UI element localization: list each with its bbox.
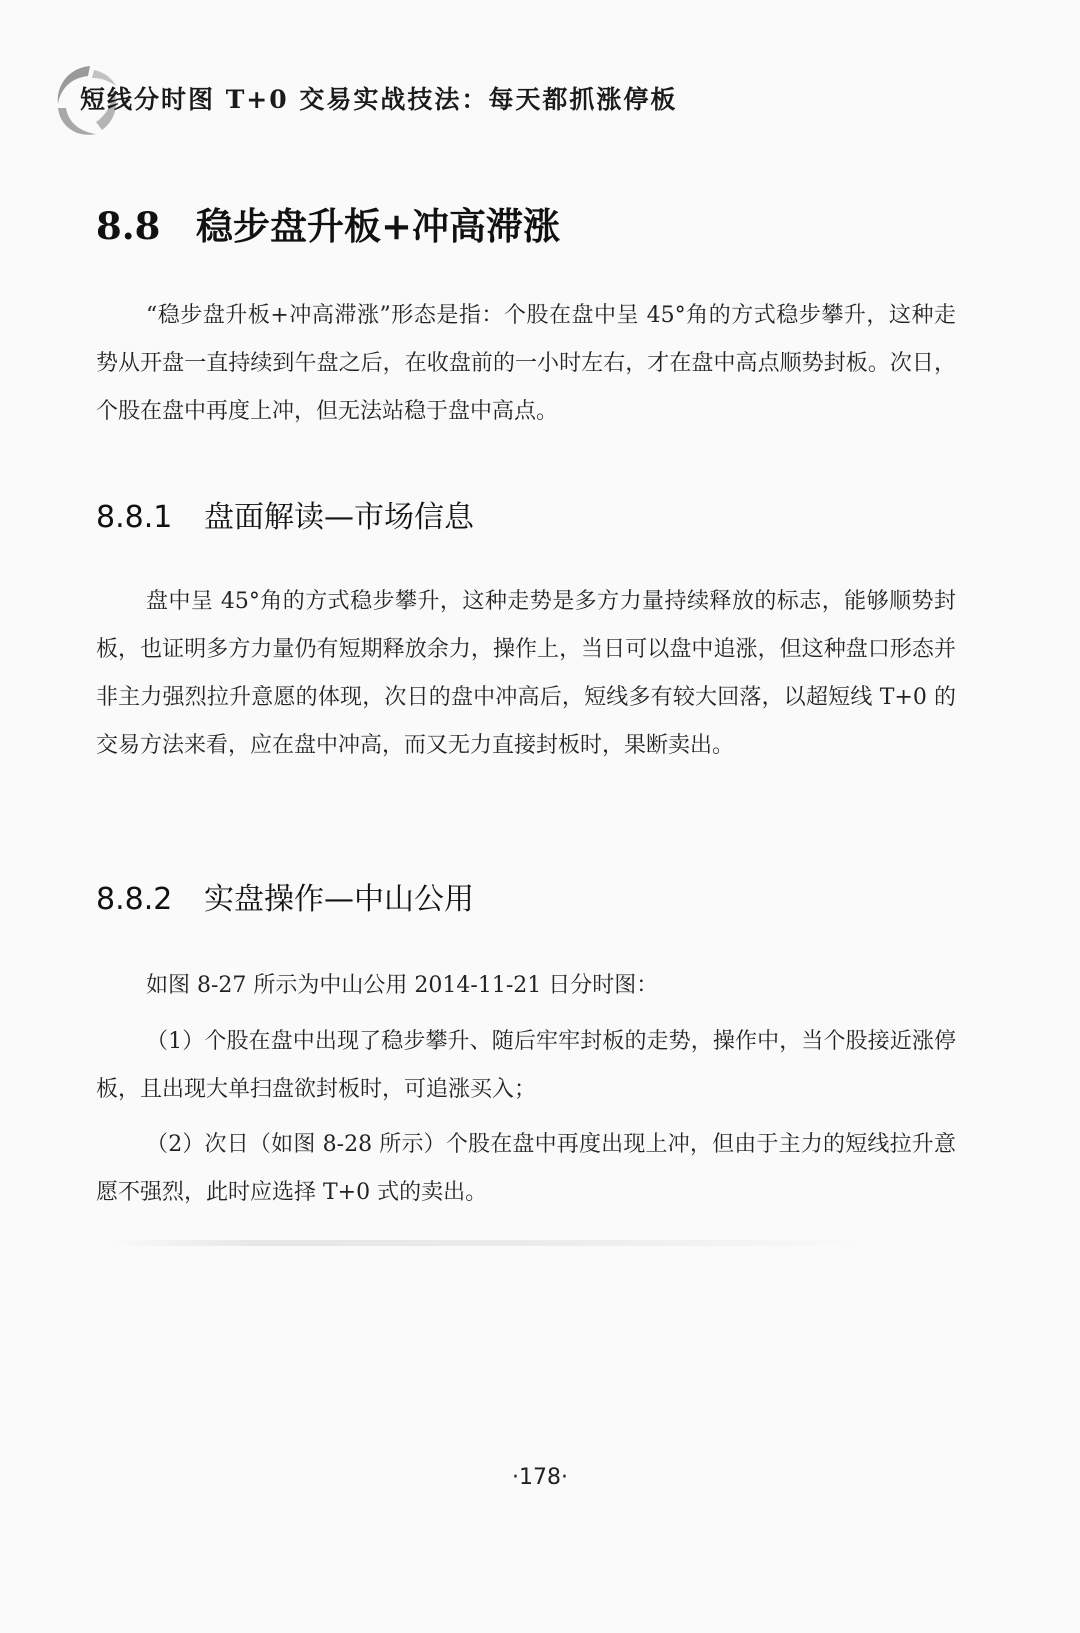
subsection-title: 盘面解读—市场信息 bbox=[204, 500, 474, 535]
subsection-number: 8.8.2 bbox=[96, 882, 173, 917]
section-heading bbox=[96, 196, 560, 250]
subsection-2-paragraph-2: （1）个股在盘中出现了稳步攀升、随后牢牢封板的走势，操作中，当个股接近涨停板，且出现大单扫盘欲封板时，可追涨买入； bbox=[96, 1029, 956, 1102]
header-title: 短线分时图 T+0 交易实战技法：每天都抓涨停板 bbox=[80, 85, 678, 114]
section-intro-paragraph: “稳步盘升板+冲高滞涨”形态是指：个股在盘中呈 45°角的方式稳步攀升，这种走势从开盘一直持续到午盘之后，在收盘前的一小时左右，才在盘中高点顺势封板。次日，个股在盘中再度上冲，但无法站稳于盘中高点。 bbox=[96, 303, 956, 424]
section-number: 8.8 bbox=[96, 204, 161, 248]
page-number: ·178· bbox=[512, 1465, 568, 1490]
section-title: 稳步盘升板+冲高滞涨 bbox=[196, 204, 561, 248]
subsection-heading-2 bbox=[96, 874, 474, 918]
subsection-1-paragraph: 盘中呈 45°角的方式稳步攀升，这种走势是多方力量持续释放的标志，能够顺势封板，也证明多方力量仍有短期释放余力，操作上，当日可以盘中追涨，但这种盘口形态并非主力强烈拉升意愿的体现，次日的盘中冲高后，短线多有较大回落，以超短线 T+0 的交易方法来看，应在盘中冲高，而又无力直接封板时，果断卖出。 bbox=[96, 589, 956, 758]
subsection-number: 8.8.1 bbox=[96, 500, 173, 535]
scan-smudge bbox=[110, 1240, 870, 1246]
subsection-heading-1 bbox=[96, 492, 474, 536]
running-header bbox=[50, 60, 950, 140]
subsection-2-paragraph-3: （2）次日（如图 8-28 所示）个股在盘中再度出现上冲，但由于主力的短线拉升意愿不强烈，此时应选择 T+0 式的卖出。 bbox=[96, 1132, 956, 1205]
subsection-title: 实盘操作—中山公用 bbox=[204, 882, 474, 917]
subsection-2-paragraph-1: 如图 8-27 所示为中山公用 2014-11-21 日分时图： bbox=[146, 973, 659, 998]
